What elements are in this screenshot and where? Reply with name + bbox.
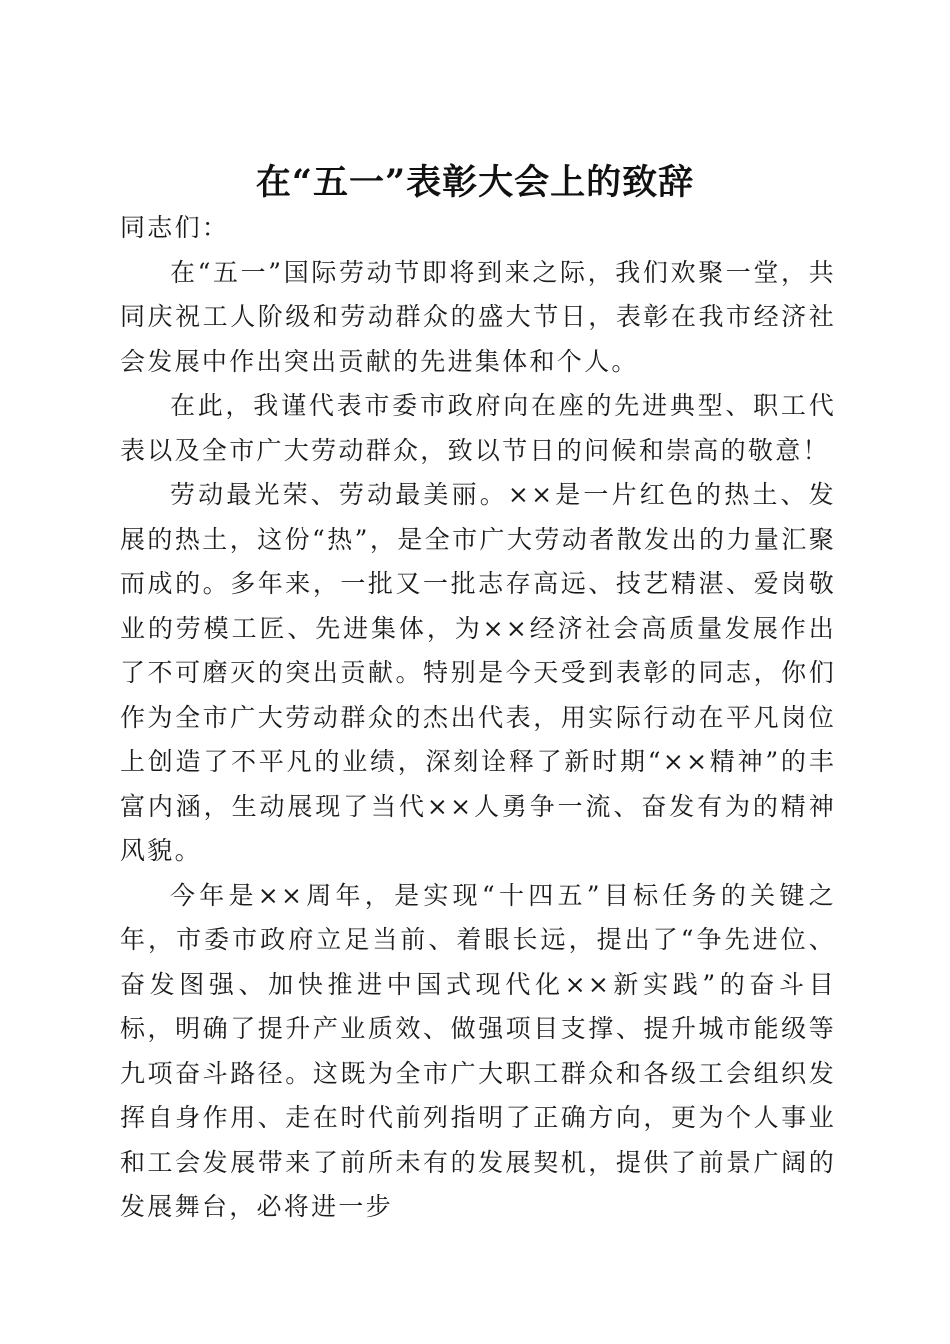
paragraph-labor-honor: 劳动最光荣、劳动最美丽。××是一片红色的热土、发展的热土，这份“热”，是全市广大劳动者散发出的力量汇聚而成的。多年来，一批又一批志存高远、技艺精湛、爱岗敬业的劳模工匠、先进集体，为××经济社会高质量发展作出了不可磨灭的突出贡献。特别是今天受到表彰的同志，你们作为全市广大劳动群众的杰出代表，用实际行动在平凡岗位上创造了不平凡的业绩，深刻诠释了新时期“××精神”的丰富内涵，生动展现了当代××人勇争一流、奋发有为的精神风貌。 [120,480,836,865]
paragraph-opening: 在“五一”国际劳动节即将到来之际，我们欢聚一堂，共同庆祝工人阶级和劳动群众的盛大节日，表彰在我市经济社会发展中作出突出贡献的先进集体和个人。 [120,257,836,376]
paragraph-goals: 今年是××周年，是实现“十四五”目标任务的关键之年，市委市政府立足当前、着眼长远，提出了“争先进位、奋发图强、加快推进中国式现代化××新实践”的奋斗目标，明确了提升产业质效、做强项目支撑、提升城市能级等九项奋斗路径。这既为全市广大职工群众和各级工会组织发挥自身作用、走在时代前列指明了正确方向，更为个人事业和工会发展带来了前所未有的发展契机，提供了前景广阔的发展舞台，必将进一步 [120,880,836,1221]
document-title: 在“五一”表彰大会上的致辞 [255,162,695,204]
document-body [120,206,836,1230]
salutation: 同志们： [120,213,230,242]
paragraph-greeting: 在此，我谨代表市委市政府向在座的先进典型、职工代表以及全市广大劳动群众，致以节日的问候和崇高的敬意！ [120,391,836,465]
